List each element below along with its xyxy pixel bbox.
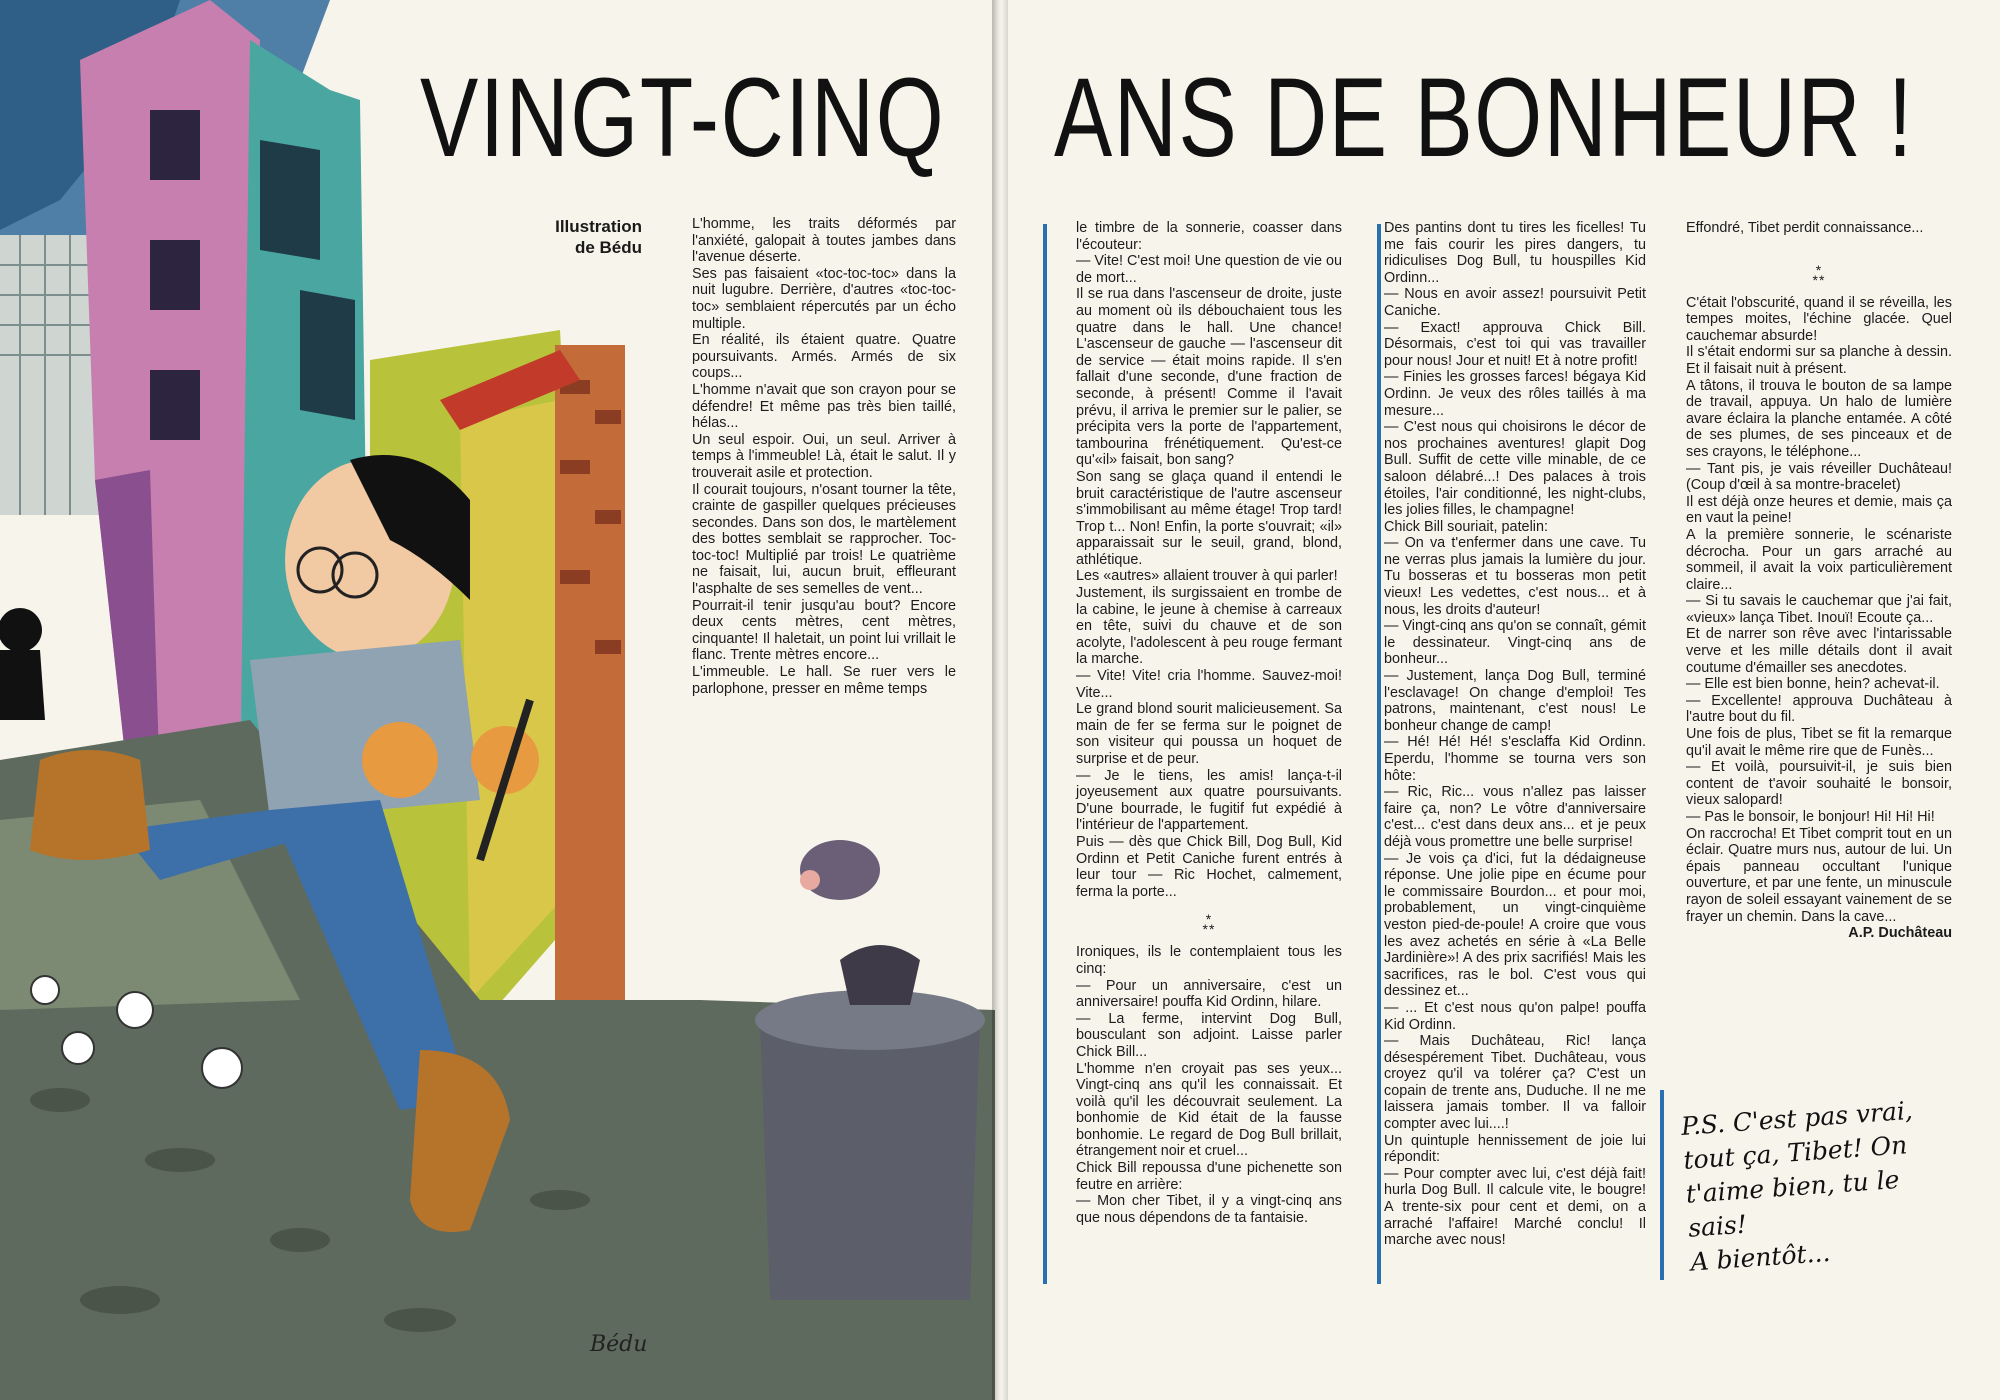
paragraph: — Vite! C'est moi! Une question de vie ou de mort... (1076, 253, 1342, 286)
paragraph: L'homme n'avait que son crayon pour se défendre! Et même pas très bien taillé, hélas... (692, 381, 956, 432)
paragraph: L'immeuble. Le hall. Se ruer vers le parlophone, presser en même temps (692, 664, 956, 697)
paragraph: — C'est nous qui choisirons le décor de nos prochaines aventures! glapit Dog Bull. Suffit de cette ville minable, de ce saloon délabré...! Des palaces à trois étoiles, l'air conditionné, les night-clubs, les jolies filles, le champagne! (1384, 419, 1646, 519)
paragraph: — Je le tiens, les amis! lança-t-il joyeusement aux quatre poursuivants. D'une bourrade, le fugitif fut expédié à l'intérieur de l'appartement. (1076, 767, 1342, 834)
paragraph: Justement, ils surgissaient en trombe de la cabine, le jeune à chemise à carreaux en tête, suivi du chauve et de son acolyte, l'adolescent à peu rouge fermant la marche. (1076, 585, 1342, 668)
paragraph: — Nous en avoir assez! poursuivit Petit Caniche. (1384, 286, 1646, 319)
illustration (0, 0, 995, 1400)
paragraph: — Mais Duchâteau, Ric! lança désespérement Tibet. Duchâteau, vous croyez qu'il va tolérer ça? C'est un copain de trente ans, Duduche. Il ne me laissera jamais tomber. Il va falloir compter avec lui....! (1384, 1033, 1646, 1133)
paragraph: A tâtons, il trouva le bouton de sa lampe de travail, appuya. Un halo de lumière avare éclaira la planche entamée. A côté de ses plumes, de ses pinceaux et de ses crayons, le téléphone... (1686, 377, 1952, 460)
illustration-signature: Bédu (590, 1332, 648, 1357)
paragraph: Il s'était endormi sur sa planche à dessin. Et il faisait nuit à présent. (1686, 344, 1952, 377)
paragraph: Le grand blond sourit malicieusement. Sa main de fer se ferma sur le poignet de son visiteur qui poussa un hoquet de surprise et de peur. (1076, 701, 1342, 767)
paragraph: Son sang se glaça quand il entendi le bruit caractéristique de l'autre ascenseur s'immobilisant au même étage! Trop tard! Trop t... Non! Enfin, la porte s'ouvrait; «il» apparaissait sur le seuil, grand, blond, athlétique. (1076, 468, 1342, 568)
paragraph: Puis — dès que Chick Bill, Dog Bull, Kid Ordinn et Petit Caniche furent entrés à leur tour — Ric Hochet, calmement, ferma la porte... (1076, 833, 1342, 900)
paragraph: — Exact! approuva Chick Bill. Désormais, c'est toi qui vas travailler pour nous! Jour et nuit! Et à notre profit! (1384, 319, 1646, 369)
text-column-3 (1384, 220, 1646, 1249)
page-gutter (992, 0, 1008, 1400)
paragraph: Ses pas faisaient «toc-toc-toc» dans la nuit lugubre. Derrière, d'autres «toc-toc-toc» semblaient répercutés par un écho multiple. (692, 265, 956, 332)
paragraph: Ironiques, ils le contemplaient tous les cinq: (1076, 944, 1342, 977)
ps-line-1: P.S. C'est pas vrai, (1680, 1095, 1914, 1141)
paragraph: Chick Bill souriait, patelin: (1384, 518, 1548, 535)
paragraph: Un quintuple hennissement de joie lui répondit: (1384, 1132, 1646, 1166)
paragraph: — Excellente! approuva Duchâteau à l'autre bout du fil. (1686, 692, 1952, 726)
paragraph: Il est déjà onze heures et demie, mais ça en vaut la peine! (1686, 493, 1952, 527)
paragraph: — Ric, Ric... vous n'allez pas laisser faire ça, non? Le vôtre d'anniversaire c'est... c'est dans deux ans... et je peux déjà vous promettre une belle surprise! (1384, 784, 1646, 850)
paragraph: — Mon cher Tibet, il y a vingt-cinq ans que nous dépendons de ta fantaisie. (1076, 1193, 1342, 1226)
illustration-credit (520, 216, 642, 258)
paragraph: L'homme, les traits déformés par l'anxiété, galopait à toutes jambes dans l'avenue déserte. (692, 216, 956, 266)
paragraph: — Si tu savais le cauchemar que j'ai fait, «vieux» lança Tibet. Inouï! Ecoute ça... (1686, 593, 1952, 626)
paragraph: — Justement, lança Dog Bull, terminé l'esclavage! On change d'emploi! Tes patrons, maintenant, c'est nous! Le bonheur change de camp! (1384, 668, 1646, 734)
ps-line-3: t'aime bien, tu le (1684, 1164, 1901, 1209)
paragraph: Une fois de plus, Tibet se fit la remarque qu'il avait le même rire que de Funès... (1686, 726, 1952, 759)
paragraph: — Vingt-cinq ans qu'on se connaît, gémit le dessinateur. Vingt-cinq ans de bonheur... (1384, 618, 1646, 668)
column-rule-2 (1377, 224, 1381, 1284)
text-column-2 (1076, 220, 1342, 1226)
handwritten-postscript (1680, 1089, 1991, 1280)
paragraph: En réalité, ils étaient quatre. Quatre poursuivants. Armés. Armés de six coups... (692, 332, 956, 382)
text-column-1 (692, 216, 956, 697)
paragraph: C'était l'obscurité, quand il se réveilla, les tempes moites, l'échine glacée. Quel cauchemar absurde! (1686, 294, 1952, 344)
paragraph: — Et voilà, poursuivit-il, je suis bien content de t'avoir souhaité le bonsoir, vieux salopard! (1686, 759, 1952, 809)
credit-line-2: de Bédu (574, 238, 642, 257)
paragraph: — Vite! Vite! cria l'homme. Sauvez-moi! Vite... (1076, 668, 1342, 701)
title-right: ANS DE BONHEUR ! (1054, 55, 1914, 180)
paragraph: — La ferme, intervint Dog Bull, bousculant son adjoint. Laisse parler Chick Bill... (1076, 1010, 1342, 1060)
paragraph: Chick Bill repoussa d'une pichenette son feutre en arrière: (1076, 1160, 1342, 1193)
paragraph: — Pour compter avec lui, c'est déjà fait! hurla Dog Bull. Il calcule vite, le bougre! A trente-six pour cent et demi, on a arraché l'affaire! Marché conclu! Il marche avec nous! (1384, 1165, 1646, 1249)
paragraph: — ... Et c'est nous qu'on palpe! pouffa Kid Ordinn. (1384, 999, 1646, 1033)
text-column-4 (1686, 220, 1952, 942)
paragraph: — Finies les grosses farces! bégaya Kid Ordinn. Je veux des rôles taillés à ma mesure... (1384, 369, 1646, 419)
section-separator: * ** (1202, 911, 1216, 938)
paragraph: Il se rua dans l'ascenseur de droite, juste au moment où ils débouchaient tous les quatre dans le hall. Une chance! L'ascenseur de gauche — l'ascenseur dit de service — était moins rapide. Il s'en fallait d'une seconde, d'une fraction de seconde, à présent! Comme il l'avait prévu, il arriva le premier sur le palier, se précipita vers la porte de l'appartement, tambourina frénétiquement. Qu'est-ce qu'«il» faisait, bon sang? (1076, 286, 1342, 469)
paragraph: — Pas le bonsoir, le bonjour! Hi! Hi! Hi! (1686, 809, 1935, 825)
paragraph: — Tant pis, je vais réveiller Duchâteau! (Coup d'œil à sa montre-bracelet) (1686, 460, 1952, 494)
paragraph: Il courait toujours, n'osant tourner la tête, crainte de gaspiller quelques précieuses secondes. Dans son dos, le martèlement des bottes semblait se rapprocher. Toc-toc-toc! Multiplié par trois! Le quatrième ne faisait, lui, aucun bruit, effleurant l'asphalte de ses semelles de vent... (692, 481, 956, 598)
paragraph: L'homme n'en croyait pas ses yeux... Vingt-cinq ans qu'il les connaissait. Et voilà qu'il les découvrait seulement. La bonhomie de Kid était de la fausse bonhomie. Le regard de Dog Bull brillait, étrangement noir et cruel... (1076, 1060, 1342, 1160)
section-separator: * ** (1812, 261, 1826, 288)
paragraph: On raccrocha! Et Tibet comprit tout en un éclair. Quatre murs nus, autour de lui. Un épais panneau occultant l'unique ouverture, et par une fente, un minuscule rayon de soleil essayant vainement de se frayer un chemin. Dans la cave... (1686, 825, 1952, 925)
paragraph: Des pantins dont tu tires les ficelles! Tu me fais courir les pires dangers, tu ridiculises Dog Bull, tu houspilles Kid Ordinn... (1384, 220, 1646, 286)
paragraph: Et de narrer son rêve avec l'intarissable verve et les mille détails dont il avait coutume d'émailler ses anecdotes. (1686, 626, 1952, 676)
paragraph: Les «autres» allaient trouver à qui parler! (1076, 568, 1338, 585)
paragraph: — On va t'enfermer dans une cave. Tu ne verras plus jamais la lumière du jour. Tu bosseras et tu bosseras mon petit vieux! Les vedettes, c'est nous... et à nous, les droits d'auteur! (1384, 535, 1646, 618)
ps-line-2: tout ça, Tibet! On (1682, 1130, 1909, 1175)
ps-line-4: sais! (1687, 1209, 1748, 1243)
column-rule-1 (1043, 224, 1047, 1284)
paragraph: Pourrait-il tenir jusqu'au bout? Encore deux cents mètres, cent mètres, cinquante! Il haletait, un point lui vrillait le flanc. Trente mètres encore... (692, 597, 956, 664)
paragraph: — Hé! Hé! Hé! s'esclaffa Kid Ordinn. Eperdu, l'homme se tourna vers son hôte: (1384, 734, 1646, 784)
paragraph: le timbre de la sonnerie, coasser dans l'écouteur: (1076, 220, 1342, 253)
paragraph: — Je vois ça d'ici, fut la dédaigneuse réponse. Une jolie pipe en écume pour le commissaire Bourdon... et pour moi, probablement, un vingt-cinquième veston pied-de-poule! A croire que vous les avez achetés en série à «La Belle Jardinière»! A des prix sacrifiés! Mais les sacrifices, ras le bol. C'est vous qui dessinez et... (1384, 850, 1646, 1000)
author-signature: A.P. Duchâteau (1848, 925, 1952, 942)
paragraph: — Pour un anniversaire, c'est un anniversaire! pouffa Kid Ordinn, hilare. (1076, 977, 1342, 1011)
paragraph: A la première sonnerie, le scénariste décrocha. Pour un gars arraché au sommeil, il avait la voix particulièrement claire... (1686, 526, 1952, 593)
ps-line-5: A bientôt... (1689, 1237, 1832, 1277)
title-left: VINGT-CINQ (420, 55, 946, 180)
column-rule-3 (1660, 1090, 1664, 1280)
paragraph: Un seul espoir. Oui, un seul. Arriver à temps à l'immeuble! Là, était le salut. Il y trouverait asile et protection. (692, 431, 956, 481)
paragraph: Effondré, Tibet perdit connaissance... (1686, 220, 1924, 236)
credit-line-1: Illustration (555, 217, 642, 236)
paragraph: — Elle est bien bonne, hein? achevat-il. (1686, 676, 1940, 693)
